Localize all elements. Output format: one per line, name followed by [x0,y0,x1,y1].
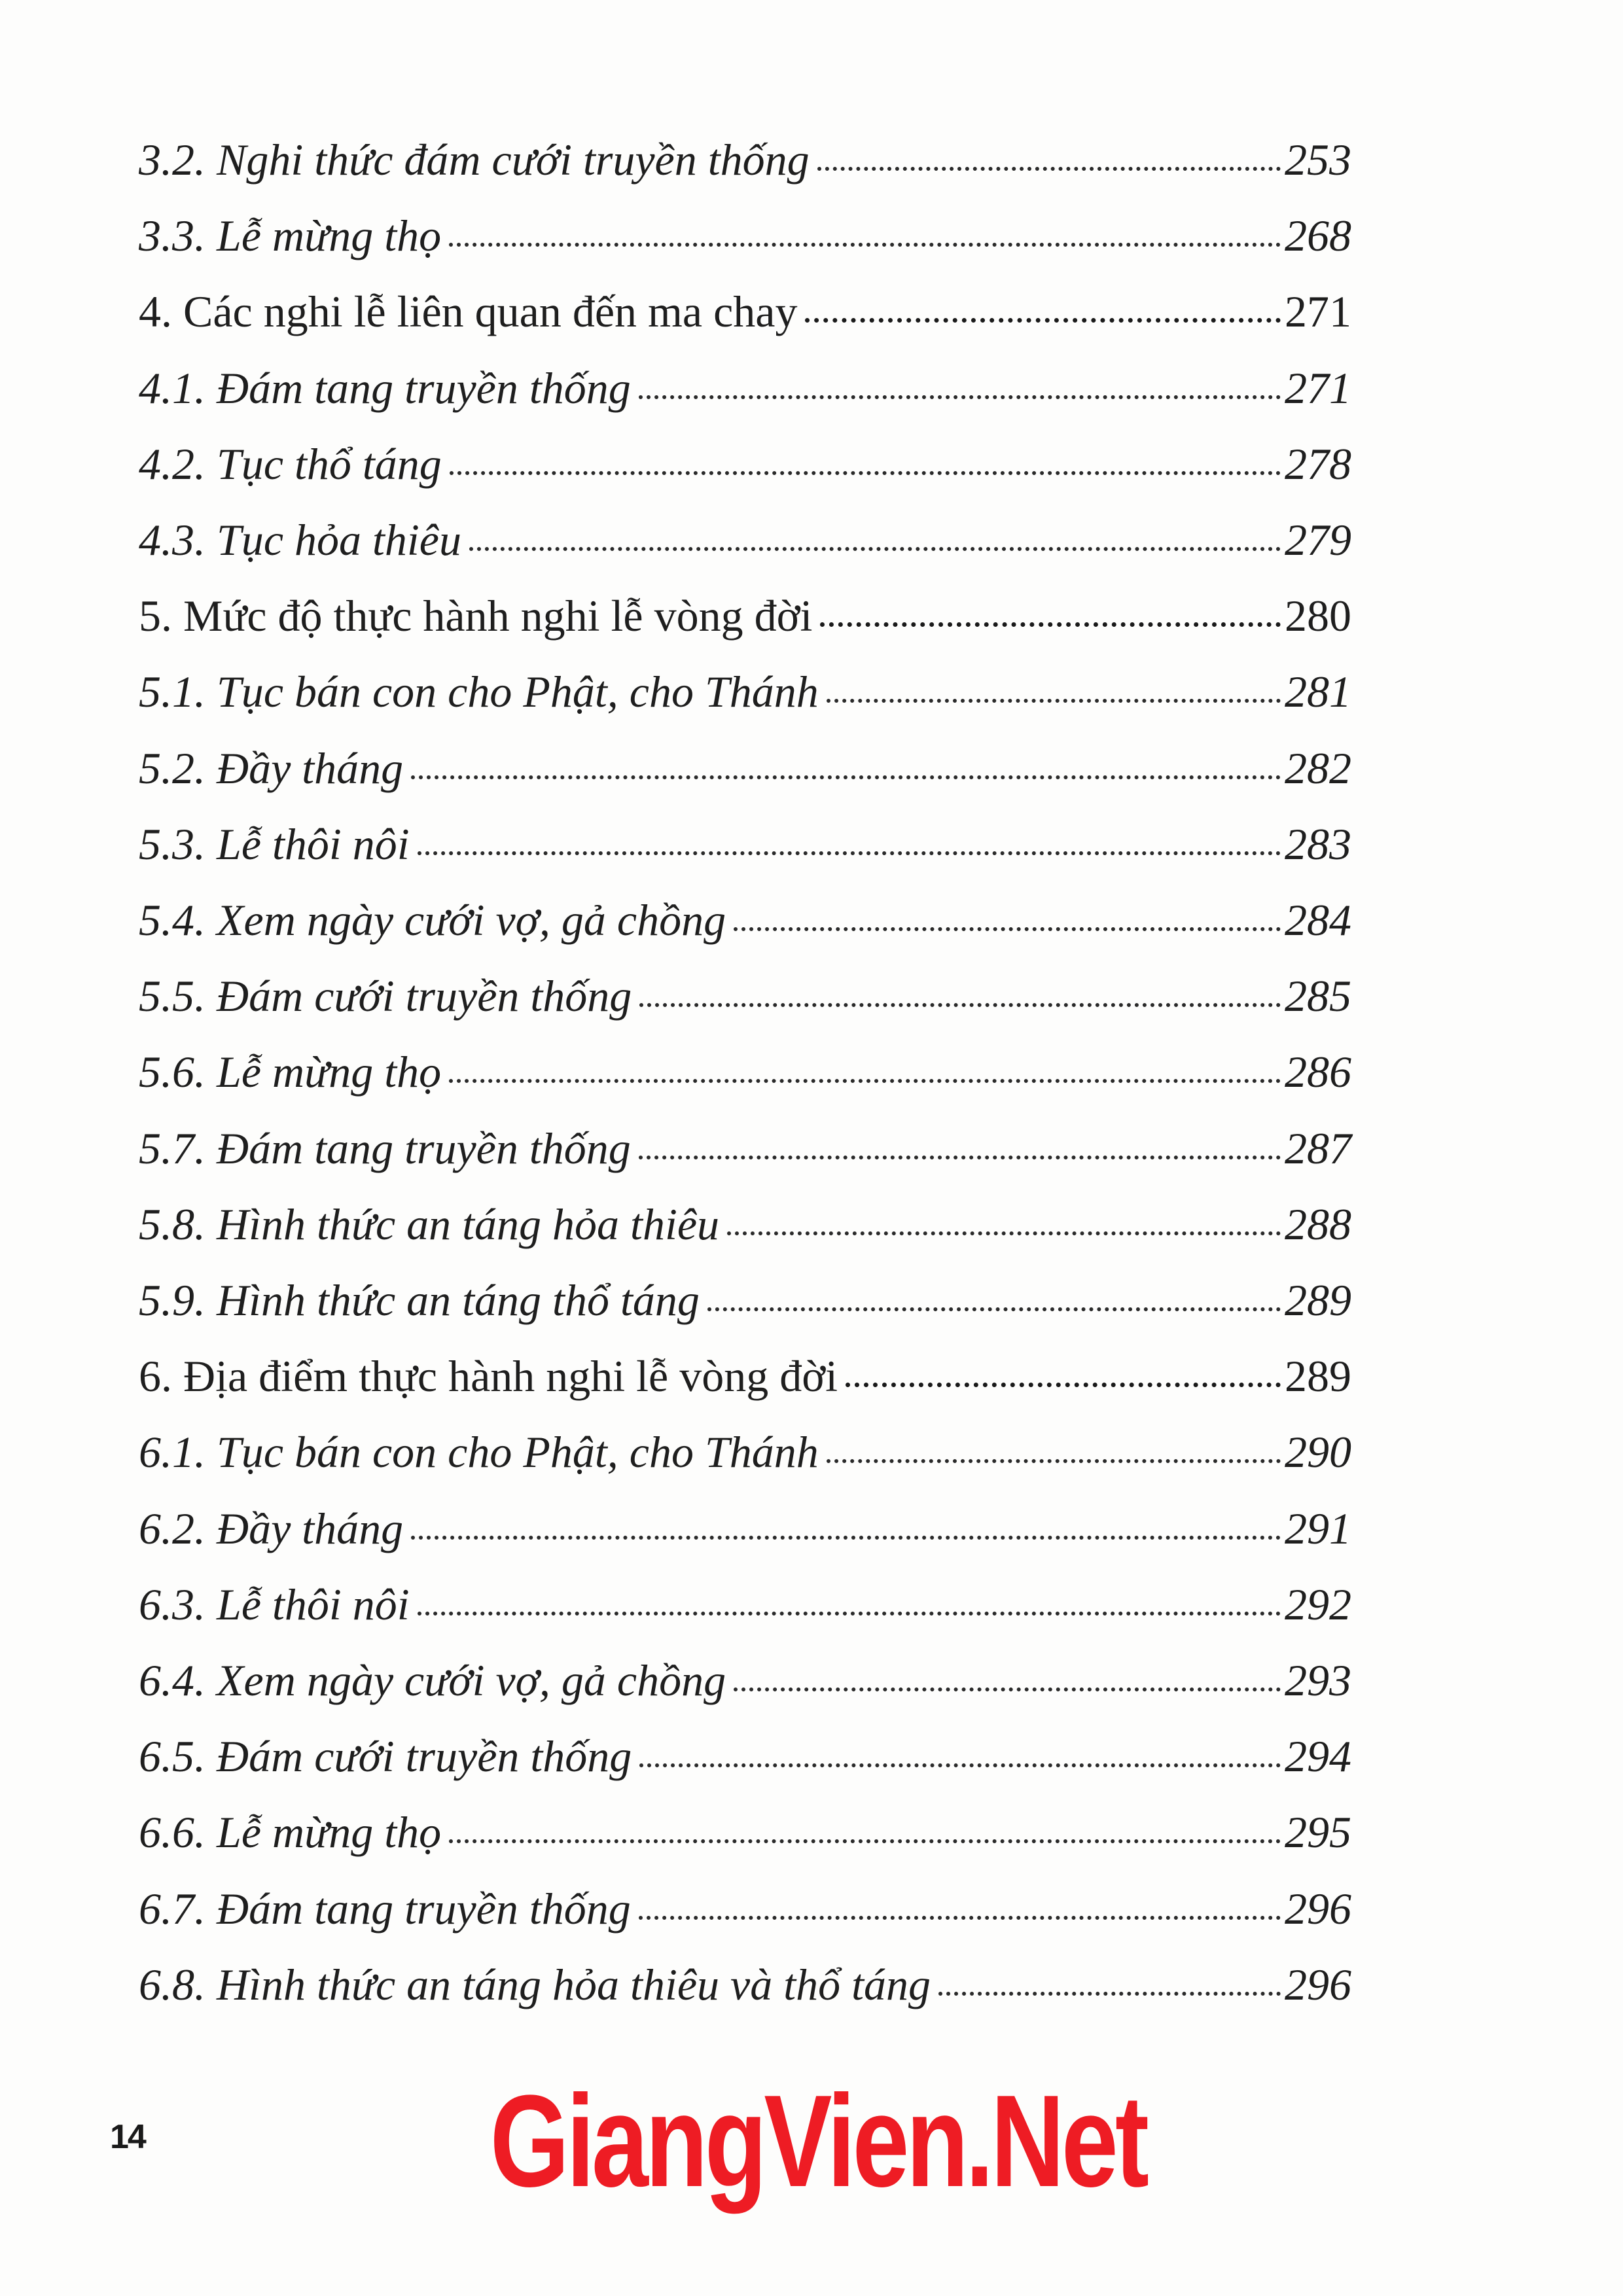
toc-entry-title: 6.7. Đám tang truyền thống [139,1884,631,1934]
toc-entry-page-number: 294 [1285,1731,1351,1781]
dot-leader [734,927,1281,931]
dot-leader [639,1763,1281,1767]
toc-entry [139,819,1351,869]
toc-entry-page-number: 271 [1285,287,1351,336]
dot-leader [938,1992,1281,1996]
toc-entry [139,971,1351,1021]
toc-entry-title: 4.2. Tục thổ táng [139,439,442,489]
dot-leader [820,622,1281,627]
toc-entry [139,439,1351,489]
dot-leader [449,1079,1281,1083]
dot-leader [639,1003,1281,1007]
dot-leader [827,699,1281,703]
dot-leader [827,1459,1281,1463]
toc-entry [139,669,1351,714]
dot-leader [707,1307,1281,1311]
toc-entry-title: 6.6. Lễ mừng thọ [139,1807,442,1857]
toc-entry [139,213,1351,258]
dot-leader [418,1612,1281,1616]
toc-entry [139,1199,1351,1249]
toc-entry-title: 3.3. Lễ mừng thọ [139,211,442,260]
toc-entry [139,1962,1351,2007]
toc-entry-title: 5.4. Xem ngày cưới vợ, gả chồng [139,895,726,945]
toc-entry [139,1351,1351,1401]
toc-entry-title: 6.8. Hình thức an táng hỏa thiêu và thổ táng [139,1960,931,2009]
toc-entry-page-number: 291 [1285,1504,1351,1553]
dot-leader [449,243,1281,247]
toc-entry-page-number: 282 [1285,743,1351,793]
toc-entry [139,135,1351,185]
toc-entry [139,743,1351,793]
toc-entry-title: 6.3. Lễ thôi nôi [139,1580,410,1629]
dot-leader [846,1383,1281,1387]
toc-entry-title: 3.2. Nghi thức đám cưới truyền thống [139,135,810,185]
page-number: 14 [110,2118,145,2156]
dot-leader [449,1839,1281,1843]
dot-leader [805,318,1281,323]
toc-entry-title: 5.1. Tục bán con cho Phật, cho Thánh [139,667,819,716]
toc-entry-page-number: 295 [1285,1807,1351,1857]
toc-entry-page-number: 278 [1285,439,1351,489]
toc-entry-title: 5.3. Lễ thôi nôi [139,819,410,869]
toc-entry-page-number: 279 [1285,515,1351,565]
toc-entry-title: 6.2. Đầy tháng [139,1504,404,1553]
toc-entry-title: 5.2. Đầy tháng [139,743,404,793]
dot-leader [817,167,1281,171]
dot-leader [450,471,1281,475]
toc-entry-title: 6. Địa điểm thực hành nghi lễ vòng đời [139,1351,838,1401]
toc-entry [139,1275,1351,1325]
toc-entry-page-number: 268 [1285,211,1351,260]
toc-entry [139,1427,1351,1477]
dot-leader [727,1231,1281,1235]
toc-entry [139,515,1351,565]
toc-entry-title: 6.1. Tục bán con cho Phật, cho Thánh [139,1427,819,1477]
dot-leader [469,547,1281,551]
toc-entry-page-number: 290 [1285,1427,1351,1477]
toc-entry-page-number: 286 [1285,1047,1351,1097]
toc-entry-page-number: 288 [1285,1199,1351,1249]
toc-entry-page-number: 289 [1285,1275,1351,1325]
dot-leader [734,1687,1281,1691]
toc-entry-page-number: 292 [1285,1580,1351,1629]
dot-leader [639,1916,1281,1920]
toc-entry-page-number: 289 [1285,1351,1351,1401]
toc-entry [139,363,1351,413]
toc-entry [139,1731,1351,1781]
dot-leader [418,851,1281,855]
toc-entry-page-number: 280 [1285,591,1351,641]
toc-entry-title: 6.5. Đám cưới truyền thống [139,1731,632,1781]
toc-entry-title: 4. Các nghi lễ liên quan đến ma chay [139,287,798,336]
toc-entry-title: 5. Mức độ thực hành nghi lễ vòng đời [139,591,813,641]
dot-leader [411,775,1281,779]
toc-entry-title: 5.8. Hình thức an táng hỏa thiêu [139,1199,720,1249]
toc-entry-title: 5.7. Đám tang truyền thống [139,1123,631,1173]
toc-entry-page-number: 253 [1285,135,1351,185]
toc-entry-title: 5.6. Lễ mừng thọ [139,1047,442,1097]
toc-entry [139,1582,1351,1627]
dot-leader [639,395,1281,399]
toc-entry-title: 4.1. Đám tang truyền thống [139,363,631,413]
toc-entry-page-number: 285 [1285,971,1351,1021]
toc-entry [139,591,1351,641]
toc-entry-title: 6.4. Xem ngày cưới vợ, gả chồng [139,1655,726,1705]
toc-entry [139,1655,1351,1705]
toc-entry-page-number: 296 [1285,1960,1351,2009]
toc-entry-title: 4.3. Tục hỏa thiêu [139,515,461,565]
toc-entry [139,1884,1351,1934]
toc-entry-page-number: 283 [1285,819,1351,869]
dot-leader [411,1536,1281,1540]
toc-entry-page-number: 287 [1285,1123,1351,1173]
toc-entry [139,289,1351,334]
dot-leader [639,1156,1281,1159]
toc-entry [139,895,1351,945]
toc-entry [139,1047,1351,1097]
toc-entry-page-number: 284 [1285,895,1351,945]
toc-entry-page-number: 293 [1285,1655,1351,1705]
toc-entry-page-number: 271 [1285,363,1351,413]
watermark-logo: GiangVien.Net [490,2068,1147,2214]
toc-entry-title: 5.5. Đám cưới truyền thống [139,971,632,1021]
toc-entry [139,1807,1351,1857]
toc-entry-title: 5.9. Hình thức an táng thổ táng [139,1275,700,1325]
toc-entry [139,1123,1351,1173]
toc-entry-page-number: 281 [1285,667,1351,716]
toc-entry-page-number: 296 [1285,1884,1351,1934]
toc-entry [139,1506,1351,1551]
